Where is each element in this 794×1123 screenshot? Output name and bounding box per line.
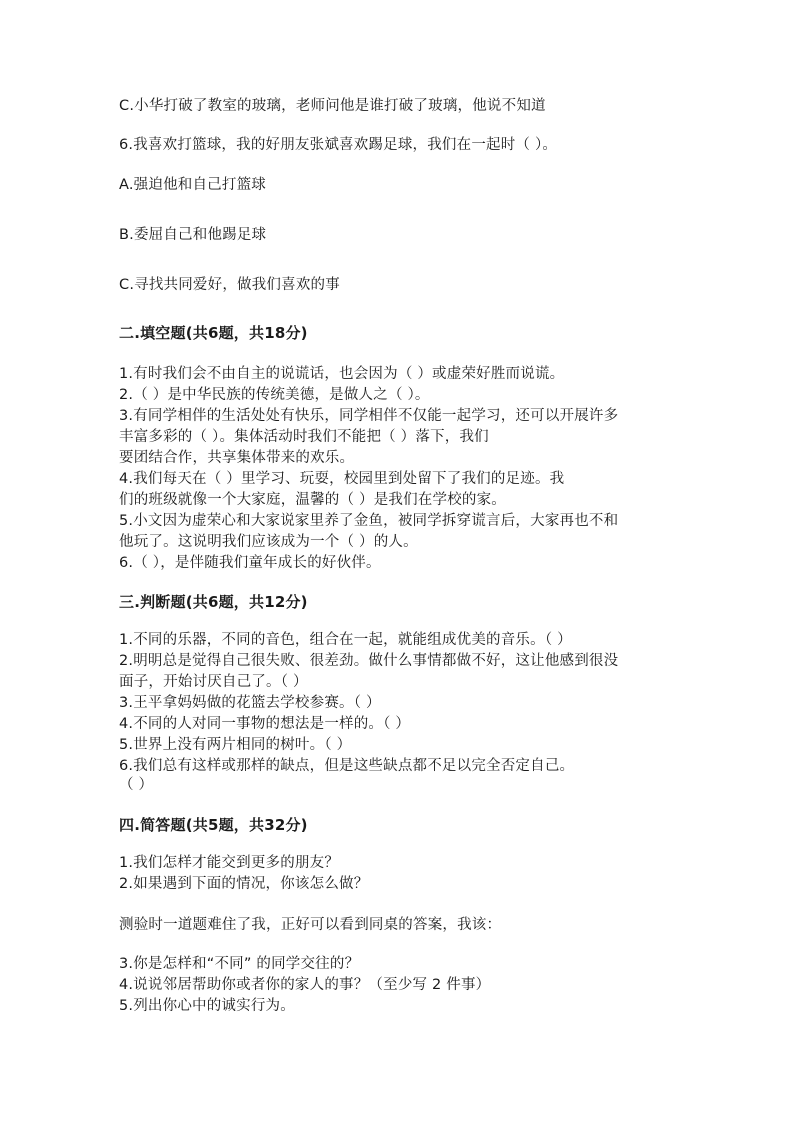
section-heading-fill-in: 二.填空题(共6题，共18分) xyxy=(119,324,308,342)
fill-in-line: 1.有时我们会不由自主的说谎话，也会因为（ ）或虚荣好胜而说谎。 xyxy=(119,366,565,382)
question-6-option-b: B.委屈自己和他踢足球 xyxy=(119,227,267,243)
true-false-line: 4.不同的人对同一事物的想法是一样的。（ ） xyxy=(119,716,411,732)
fill-in-line: 他玩了。这说明我们应该成为一个（ ）的人。 xyxy=(119,534,418,550)
section-heading-short-answer: 四.简答题(共5题，共32分) xyxy=(119,816,308,834)
question-6-option-a: A.强迫他和自己打篮球 xyxy=(119,177,266,193)
short-answer-question-4: 4.说说邻居帮助你或者你的家人的事？（至少写 2 件事） xyxy=(119,977,491,993)
fill-in-line: 3.有同学相伴的生活处处有快乐，同学相伴不仅能一起学习，还可以开展许多 xyxy=(119,408,619,424)
true-false-line: 1.不同的乐器，不同的音色，组合在一起，就能组成优美的音乐。（ ） xyxy=(119,632,572,648)
fill-in-line: 5.小文因为虚荣心和大家说家里养了金鱼，被同学拆穿谎言后，大家再也不和 xyxy=(119,513,619,529)
fill-in-line: 要团结合作，共享集体带来的欢乐。 xyxy=(119,450,355,466)
short-answer-question-5: 5.列出你心中的诚实行为。 xyxy=(119,998,295,1014)
true-false-line: 3.王平拿妈妈做的花篮去学校参赛。（ ） xyxy=(119,695,381,711)
fill-in-line: 们的班级就像一个大家庭，温馨的（ ）是我们在学校的家。 xyxy=(119,492,507,508)
short-answer-question-2: 2.如果遇到下面的情况，你该怎么做？ xyxy=(119,876,369,892)
short-answer-question-3: 3.你是怎样和“不同” 的同学交往的？ xyxy=(119,956,360,972)
true-false-line: 5.世界上没有两片相同的树叶。（ ） xyxy=(119,737,352,753)
short-answer-question-1: 1.我们怎样才能交到更多的朋友？ xyxy=(119,855,340,871)
fill-in-line: 4.我们每天在（ ）里学习、玩耍，校园里到处留下了我们的足迹。我 xyxy=(119,471,565,487)
section-heading-true-false: 三.判断题(共6题，共12分) xyxy=(119,593,308,611)
true-false-line: （ ） xyxy=(119,777,154,793)
short-answer-scenario: 测验时一道题难住了我，正好可以看到同桌的答案，我该： xyxy=(119,917,502,933)
fill-in-line: 丰富多彩的（ ）。集体活动时我们不能把（ ）落下，我们 xyxy=(119,429,489,445)
fill-in-line: 6.（ ），是伴随我们童年成长的好伙伴。 xyxy=(119,555,381,571)
question-option-c: C.小华打破了教室的玻璃，老师问他是谁打破了玻璃，他说不知道 xyxy=(119,98,546,114)
question-6-stem: 6.我喜欢打篮球，我的好朋友张斌喜欢踢足球，我们在一起时（ ）。 xyxy=(119,137,558,153)
true-false-line: 6.我们总有这样或那样的缺点，但是这些缺点都不足以完全否定自己。 xyxy=(119,758,575,774)
fill-in-line: 2.（ ）是中华民族的传统美德，是做人之（ ）。 xyxy=(119,387,430,403)
question-6-option-c: C.寻找共同爱好，做我们喜欢的事 xyxy=(119,277,340,293)
true-false-line: 面子，开始讨厌自己了。（ ） xyxy=(119,674,308,690)
true-false-line: 2.明明总是觉得自己很失败、很差劲。做什么事情都做不好，这让他感到很没 xyxy=(119,653,619,669)
